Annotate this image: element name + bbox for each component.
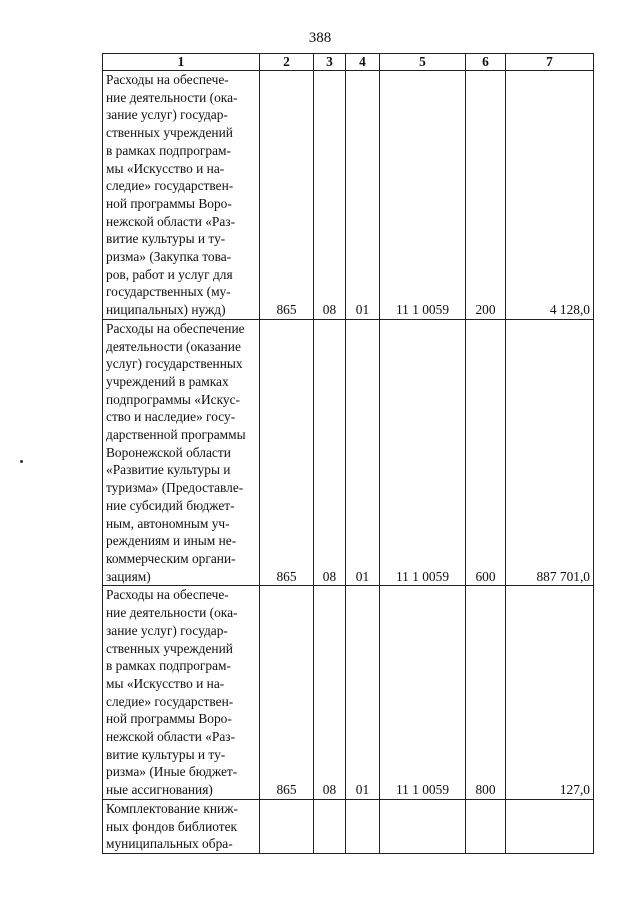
- row-code-ministry: 865: [260, 319, 314, 586]
- description-line: туризма» (Предоставле-: [106, 480, 244, 496]
- description-line: «Развитие культуры и: [106, 462, 231, 478]
- header-col-1: 1: [103, 54, 260, 71]
- row-code-ministry: 865: [260, 586, 314, 799]
- description-line: государственных (му-: [106, 284, 231, 300]
- description-line: мы «Искусство и на-: [106, 675, 225, 691]
- description-line: Расходы на обеспече-: [106, 587, 229, 603]
- description-line: зание услуг) государ-: [106, 622, 228, 638]
- row-code-subsection: 01: [346, 319, 380, 586]
- row-code-target-item: 11 1 0059: [380, 319, 466, 586]
- row-amount: 127,0: [506, 586, 594, 799]
- row-code-section: [314, 799, 346, 853]
- header-col-4: 4: [346, 54, 380, 71]
- description-line: нежской области «Раз-: [106, 729, 236, 745]
- description-line: в рамках подпрограм-: [106, 142, 231, 158]
- row-code-target-item: 11 1 0059: [380, 71, 466, 320]
- description-line: коммерческим органи-: [106, 550, 236, 566]
- row-amount: 887 701,0: [506, 319, 594, 586]
- header-col-7: 7: [506, 54, 594, 71]
- description-line: ных фондов библиотек: [106, 818, 238, 834]
- table-row: [103, 799, 594, 853]
- row-code-section: 08: [314, 319, 346, 586]
- page-number: 388: [308, 30, 332, 46]
- row-amount: 4 128,0: [506, 71, 594, 320]
- row-code-section: 08: [314, 586, 346, 799]
- description-line: зациям): [106, 568, 151, 584]
- scan-dot: [20, 460, 23, 463]
- description-line: ные ассигнования): [106, 782, 213, 798]
- header-col-3: 3: [314, 54, 346, 71]
- row-code-ministry: 865: [260, 71, 314, 320]
- description-line: реждениям и иным не-: [106, 533, 237, 549]
- description-line: следие» государствен-: [106, 178, 234, 194]
- description-line: ров, работ и услуг для: [106, 266, 233, 282]
- description-line: ние деятельности (ока-: [106, 605, 238, 621]
- budget-table: [102, 53, 594, 854]
- description-line: ной программы Воро-: [106, 711, 232, 727]
- description-line: подпрограммы «Искус-: [106, 391, 240, 407]
- row-code-expense-type: 600: [466, 319, 506, 586]
- description-line: нежской области «Раз-: [106, 213, 236, 229]
- description-line: ризма» (Иные бюджет-: [106, 764, 238, 780]
- description-line: ство и наследие» госу-: [106, 409, 236, 425]
- row-amount: [506, 799, 594, 853]
- row-code-section: 08: [314, 71, 346, 320]
- description-line: зание услуг) государ-: [106, 107, 228, 123]
- description-line: дарственной программы: [106, 427, 246, 443]
- table-row: [103, 71, 594, 320]
- description-line: в рамках подпрограм-: [106, 658, 231, 674]
- description-line: учреждений в рамках: [106, 373, 229, 389]
- row-code-expense-type: 200: [466, 71, 506, 320]
- description-line: ным, автономным уч-: [106, 515, 230, 531]
- description-line: ственных учреждений: [106, 125, 233, 141]
- table-row: [103, 586, 594, 799]
- description-line: витие культуры и ту-: [106, 231, 226, 247]
- description-line: муниципальных обра-: [106, 836, 233, 852]
- description-line: ризма» (Закупка това-: [106, 249, 232, 265]
- row-code-subsection: 01: [346, 71, 380, 320]
- row-code-target-item: [380, 799, 466, 853]
- description-line: витие культуры и ту-: [106, 746, 226, 762]
- row-code-ministry: [260, 799, 314, 853]
- row-code-target-item: 11 1 0059: [380, 586, 466, 799]
- description-line: ной программы Воро-: [106, 195, 232, 211]
- description-line: следие» государствен-: [106, 693, 234, 709]
- row-description: [103, 319, 260, 586]
- description-line: ственных учреждений: [106, 640, 233, 656]
- description-line: Расходы на обеспече-: [106, 72, 229, 87]
- description-line: Воронежской области: [106, 444, 231, 460]
- description-line: Расходы на обеспечение: [106, 320, 245, 336]
- row-description: [103, 799, 260, 853]
- row-description: [103, 586, 260, 799]
- description-line: ние субсидий бюджет-: [106, 497, 235, 513]
- description-line: услуг) государственных: [106, 356, 243, 372]
- description-line: ние деятельности (ока-: [106, 89, 238, 105]
- row-code-subsection: [346, 799, 380, 853]
- header-col-6: 6: [466, 54, 506, 71]
- description-line: деятельности (оказание: [106, 338, 241, 354]
- row-code-expense-type: [466, 799, 506, 853]
- description-line: мы «Искусство и на-: [106, 160, 225, 176]
- header-col-5: 5: [380, 54, 466, 71]
- row-description: [103, 71, 260, 320]
- header-row: [103, 54, 594, 71]
- description-line: ниципальных) нужд): [106, 302, 226, 318]
- table-row: [103, 319, 594, 586]
- header-col-2: 2: [260, 54, 314, 71]
- row-code-subsection: 01: [346, 586, 380, 799]
- description-line: Комплектование книж-: [106, 800, 238, 816]
- row-code-expense-type: 800: [466, 586, 506, 799]
